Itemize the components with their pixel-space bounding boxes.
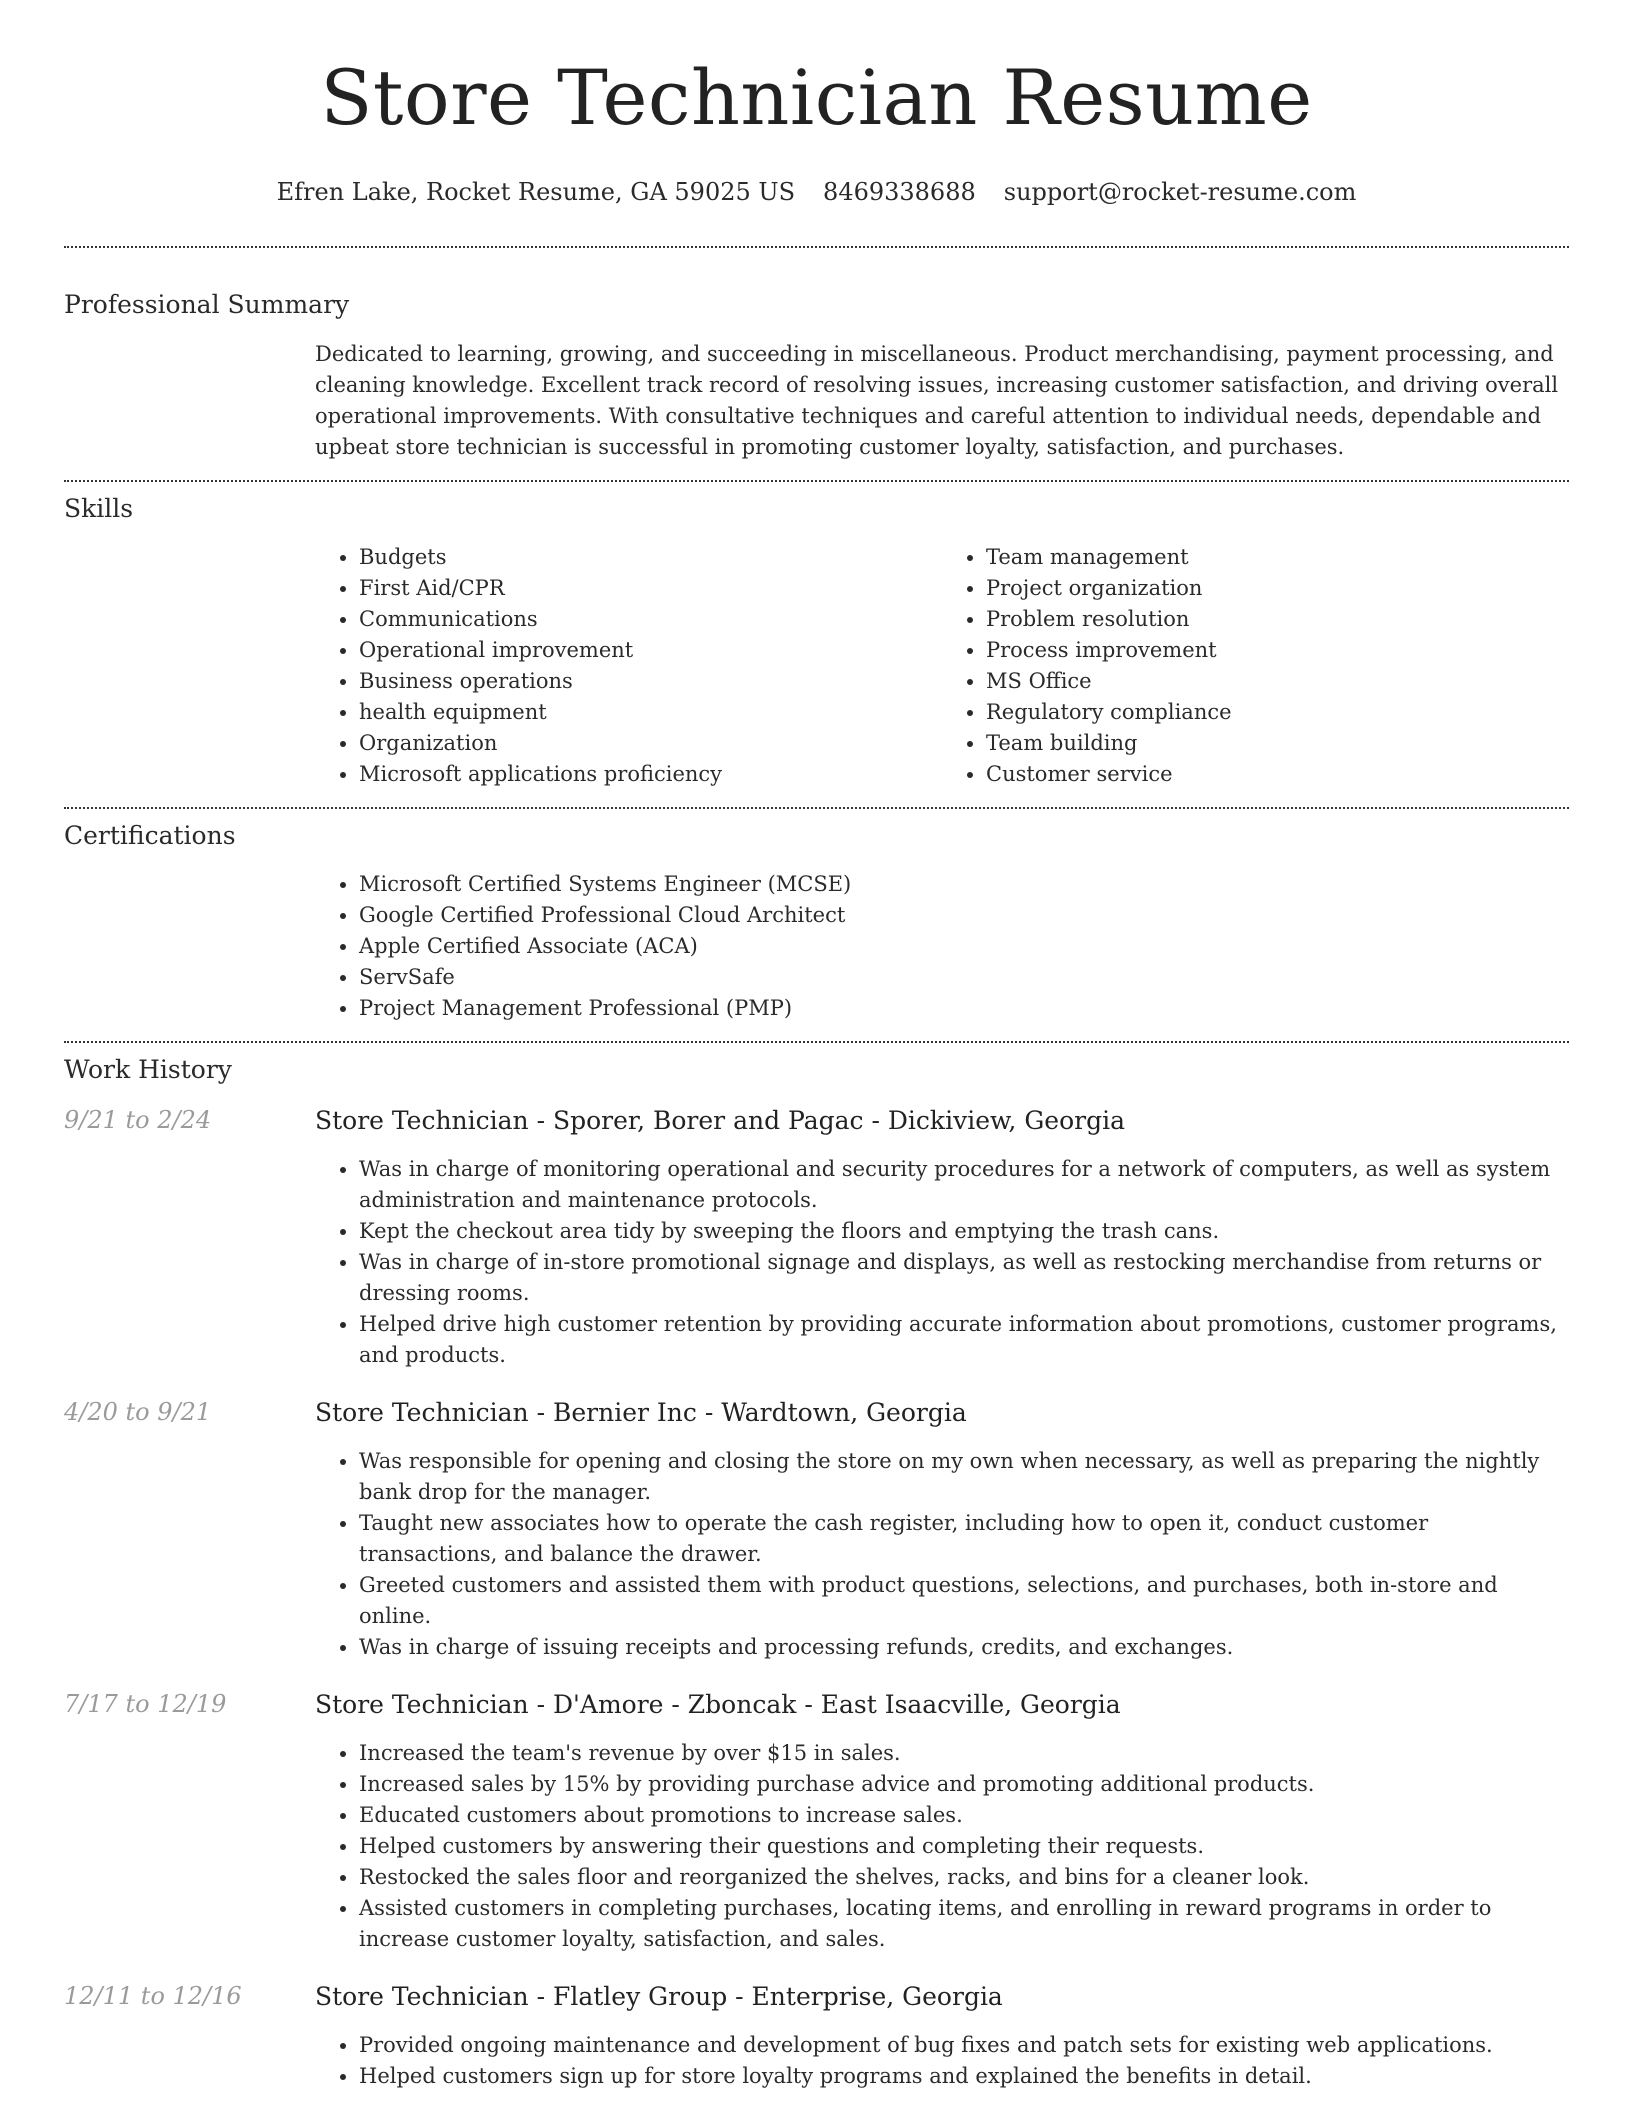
list-item: • Team building bbox=[986, 728, 1569, 759]
list-item: • Regulatory compliance bbox=[986, 697, 1569, 728]
summary-heading: Professional Summary bbox=[64, 290, 350, 319]
list-item: • Assisted customers in completing purchases, locating items, and enrolling in reward programs in order to increase customer loyalty, satisfaction, and sales. bbox=[359, 1893, 1569, 1955]
list-item: • Was in charge of issuing receipts and processing refunds, credits, and exchanges. bbox=[359, 1632, 1569, 1663]
certifications-heading: Certifications bbox=[64, 821, 236, 850]
divider bbox=[64, 1041, 1569, 1043]
list-item: • Project organization bbox=[986, 573, 1569, 604]
list-item: • health equipment bbox=[359, 697, 942, 728]
list-item: • Apple Certified Associate (ACA) bbox=[359, 931, 1569, 962]
list-item: • Kept the checkout area tidy by sweeping the floors and emptying the trash cans. bbox=[359, 1216, 1569, 1247]
job-dates: 7/17 to 12/19 bbox=[64, 1690, 227, 1718]
list-item: • Helped customers by answering their questions and completing their requests. bbox=[359, 1831, 1569, 1862]
list-item: • Was in charge of in-store promotional signage and displays, as well as restocking merchandise from returns or dressing rooms. bbox=[359, 1247, 1569, 1309]
work-history-heading: Work History bbox=[64, 1055, 232, 1084]
list-item: • Greeted customers and assisted them with product questions, selections, and purchases, both in-store and online. bbox=[359, 1570, 1569, 1632]
skills-list-left bbox=[315, 542, 942, 790]
job-bullets bbox=[315, 1446, 1569, 1663]
list-item: • Operational improvement bbox=[359, 635, 942, 666]
list-item: • Customer service bbox=[986, 759, 1569, 790]
job-entry bbox=[64, 1690, 1569, 1955]
divider bbox=[64, 246, 1569, 248]
list-item: • Team management bbox=[986, 542, 1569, 573]
list-item: • Educated customers about promotions to increase sales. bbox=[359, 1800, 1569, 1831]
list-item: • ServSafe bbox=[359, 962, 1569, 993]
skills-section bbox=[64, 494, 1569, 790]
job-bullets bbox=[315, 1738, 1569, 1955]
list-item: • Microsoft applications proficiency bbox=[359, 759, 942, 790]
list-item: • Communications bbox=[359, 604, 942, 635]
list-item: • Provided ongoing maintenance and development of bug fixes and patch sets for existing web applications. bbox=[359, 2030, 1569, 2061]
list-item: • Increased the team's revenue by over $15 in sales. bbox=[359, 1738, 1569, 1769]
job-bullets bbox=[315, 1154, 1569, 1371]
job-dates: 4/20 to 9/21 bbox=[64, 1398, 212, 1426]
job-dates: 12/11 to 12/16 bbox=[64, 1982, 242, 2010]
skills-list-right bbox=[942, 542, 1569, 790]
contact-email[interactable]: support@rocket-resume.com bbox=[1003, 178, 1357, 206]
list-item: • First Aid/CPR bbox=[359, 573, 942, 604]
list-item: • Was in charge of monitoring operational and security procedures for a network of computers, as well as system administration and maintenance protocols. bbox=[359, 1154, 1569, 1216]
divider bbox=[64, 807, 1569, 809]
certifications-list bbox=[315, 869, 1569, 1024]
summary-text: Dedicated to learning, growing, and succeeding in miscellaneous. Product merchandising, payment processing, and cleaning knowledge. Excellent track record of resolving issues, increasing customer satisfaction, and driving overall operational improvements. With consultative techniques and careful attention to individual needs, dependable and upbeat store technician is successful in promoting customer loyalty, satisfaction, and purchases. bbox=[315, 342, 1559, 459]
job-entry bbox=[64, 1398, 1569, 1663]
contact-line bbox=[64, 178, 1569, 212]
skills-heading: Skills bbox=[64, 494, 134, 523]
job-title: Store Technician - Sporer, Borer and Pagac - Dickiview, Georgia bbox=[315, 1106, 1125, 1135]
list-item: • Taught new associates how to operate the cash register, including how to open it, conduct customer transactions, and balance the drawer. bbox=[359, 1508, 1569, 1570]
job-entry bbox=[64, 1982, 1569, 2092]
list-item: • Helped customers sign up for store loyalty programs and explained the benefits in detail. bbox=[359, 2061, 1569, 2092]
list-item: • Was responsible for opening and closing the store on my own when necessary, as well as preparing the nightly bank drop for the manager. bbox=[359, 1446, 1569, 1508]
list-item: • Budgets bbox=[359, 542, 942, 573]
list-item: • Restocked the sales floor and reorganized the shelves, racks, and bins for a cleaner look. bbox=[359, 1862, 1569, 1893]
job-dates: 9/21 to 2/24 bbox=[64, 1106, 212, 1134]
resume-page bbox=[64, 0, 1569, 2092]
list-item: • Increased sales by 15% by providing purchase advice and promoting additional products. bbox=[359, 1769, 1569, 1800]
list-item: • Problem resolution bbox=[986, 604, 1569, 635]
job-bullets bbox=[315, 2030, 1569, 2092]
work-history-section bbox=[64, 1055, 1569, 2092]
list-item: • Helped drive high customer retention by providing accurate information about promotions, customer programs, and products. bbox=[359, 1309, 1569, 1371]
list-item: • Project Management Professional (PMP) bbox=[359, 993, 1569, 1024]
summary-section bbox=[64, 290, 1569, 463]
list-item: • Organization bbox=[359, 728, 942, 759]
divider bbox=[64, 480, 1569, 482]
job-title: Store Technician - D'Amore - Zboncak - East Isaacville, Georgia bbox=[315, 1690, 1121, 1719]
list-item: • Business operations bbox=[359, 666, 942, 697]
list-item: • Google Certified Professional Cloud Architect bbox=[359, 900, 1569, 931]
contact-address: Efren Lake, Rocket Resume, GA 59025 US bbox=[276, 178, 796, 206]
contact-phone: 8469338688 bbox=[823, 178, 976, 206]
list-item: • Microsoft Certified Systems Engineer (MCSE) bbox=[359, 869, 1569, 900]
resume-title: Store Technician Resume bbox=[320, 53, 1313, 142]
job-entry bbox=[64, 1106, 1569, 1371]
job-title: Store Technician - Flatley Group - Enterprise, Georgia bbox=[315, 1982, 1003, 2011]
list-item: • Process improvement bbox=[986, 635, 1569, 666]
job-title: Store Technician - Bernier Inc - Wardtown, Georgia bbox=[315, 1398, 967, 1427]
list-item: • MS Office bbox=[986, 666, 1569, 697]
certifications-section bbox=[64, 821, 1569, 1024]
